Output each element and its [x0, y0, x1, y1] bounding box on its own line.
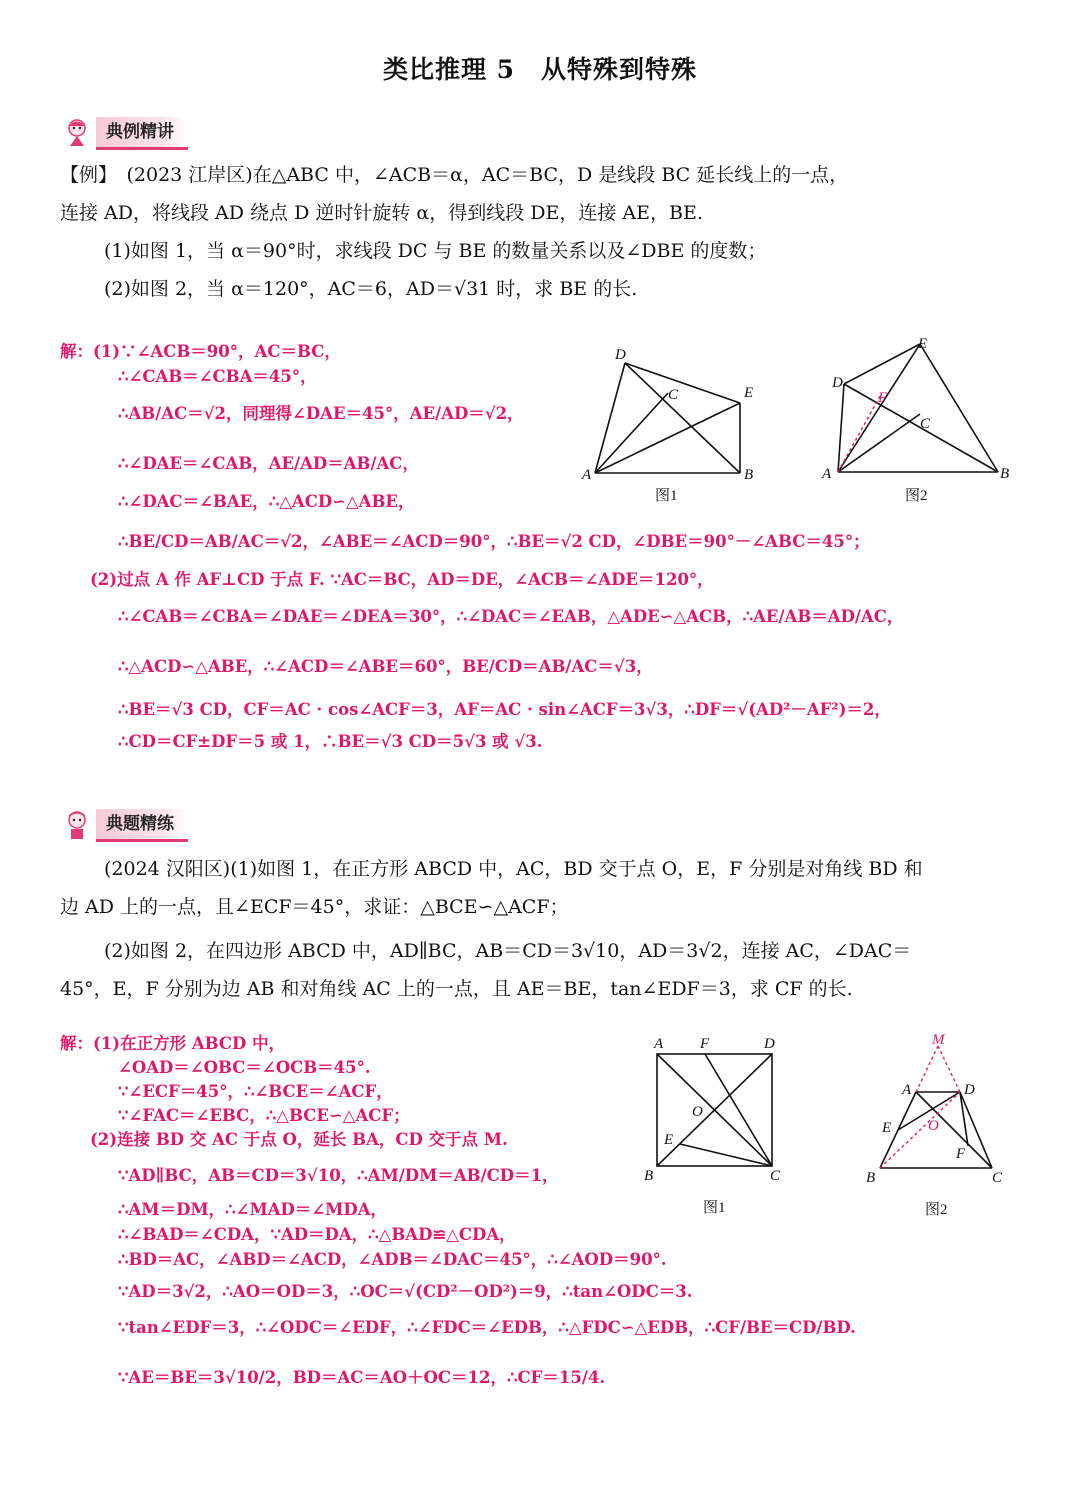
boy-mascot-icon: [60, 808, 94, 842]
solution-line: ∵AE＝BE＝3√10/2，BD＝AC＝AO＋OC＝12，∴CF＝15/4.: [118, 1368, 606, 1387]
label-C: C: [920, 416, 931, 432]
label-E: E: [664, 1132, 674, 1148]
label-A: A: [902, 1082, 912, 1098]
solution-line: ∴△ACD∽△ABE，∴∠ACD＝∠ABE＝60°，BE/CD＝AB/AC＝√3，: [118, 657, 653, 676]
label-B: B: [866, 1170, 876, 1186]
example-problem-text: [60, 156, 1020, 308]
text-line: (1)如图 1，当 α＝90°时，求线段 DC 与 BE 的数量关系以及∠DBE 的度数；: [104, 240, 767, 262]
solution-line: ∴BD＝AC，∠ABD＝∠ACD，∠ADB＝∠DAC＝45°，∴∠AOD＝90°.: [118, 1250, 667, 1269]
page-title: 类比推理 5 从特殊到特殊: [382, 55, 698, 84]
solution-line: ∴AM＝DM，∴∠MAD＝∠MDA，: [118, 1200, 388, 1219]
section-banner-practice: [60, 808, 188, 842]
text-line: 45°，E，F 分别为边 AB 和对角线 AC 上的一点，且 AE＝BE，tan∠EDF＝3，求 CF 的长.: [60, 978, 853, 1000]
label-D: D: [832, 375, 843, 391]
label-O: O: [692, 1104, 703, 1120]
solution-line: ∴∠DAC＝∠BAE，∴△ACD∽△ABE，: [118, 492, 415, 511]
figure-2-trapezoid: [860, 1030, 1020, 1190]
label-C: C: [770, 1168, 781, 1182]
label-A: A: [582, 467, 592, 483]
solution-line: ∴BE＝√3 CD，CF＝AC · cos∠ACF＝3，AF＝AC · sin∠ACF＝3√3，∴DF＝√(AD²－AF²)＝2，: [118, 700, 891, 719]
figure-1-triangle: [580, 345, 770, 485]
solution-line: ∠OAD＝∠OBC＝∠OCB＝45°.: [118, 1058, 371, 1077]
text-line: 连接 AD，将线段 AD 绕点 D 逆时针旋转 α，得到线段 DE，连接 AE，BE.: [60, 202, 703, 224]
figure-2-triangle: [820, 332, 1020, 482]
text-line: (2)如图 2，当 α＝120°，AC＝6，AD＝√31 时，求 BE 的长.: [104, 278, 638, 300]
banner-label: 典题精练: [96, 809, 188, 842]
solution-line: ∴BE/CD＝AB/AC＝√2，∠ABE＝∠ACD＝90°，∴BE＝√2 CD，∠DBE＝90°－∠ABC＝45°；: [118, 532, 870, 551]
solution-line: ∵∠FAC＝∠EBC，∴△BCE∽△ACF；: [118, 1106, 410, 1125]
solution-line: ∵∠ECF＝45°，∴∠BCE＝∠ACF，: [118, 1082, 393, 1101]
banner-label: 典例精讲: [96, 117, 188, 150]
figure-caption: 图1: [703, 1200, 726, 1216]
text-line: 边 AD 上的一点，且∠ECF＝45°，求证：△BCE∽△ACF；: [60, 896, 569, 918]
solution-line: ∴CD＝CF±DF＝5 或 1，∴BE＝√3 CD＝5√3 或 √3.: [118, 732, 543, 751]
label-O: O: [928, 1118, 939, 1134]
girl-mascot-icon: [60, 116, 94, 150]
practice-problem-text: [60, 850, 1020, 1008]
label-D: D: [964, 1082, 975, 1098]
label-D: D: [764, 1036, 775, 1052]
text-line: (2)如图 2，在四边形 ABCD 中，AD∥BC，AB＝CD＝3√10，AD＝3√2，连接 AC，∠DAC＝: [104, 940, 912, 962]
label-C: C: [668, 387, 679, 403]
figure-1-square: [640, 1032, 790, 1182]
label-B: B: [644, 1168, 654, 1182]
solution-line: (2)过点 A 作 AF⊥CD 于点 F. ∵AC＝BC，AD＝DE，∠ACB＝∠ADE＝120°，: [90, 570, 714, 589]
label-E: E: [918, 336, 928, 352]
label-E: E: [882, 1120, 892, 1136]
solution-line: (2)连接 BD 交 AC 于点 O，延长 BA，CD 交于点 M.: [90, 1130, 508, 1149]
label-A: A: [654, 1036, 664, 1052]
solution-line: 解：(1)在正方形 ABCD 中，: [60, 1034, 286, 1053]
solution-line: ∴∠CAB＝∠CBA＝∠DAE＝∠DEA＝30°，∴∠DAC＝∠EAB，△ADE∽△ACB，∴AE/AB＝AD/AC，: [118, 607, 904, 626]
solution-line: ∴∠CAB＝∠CBA＝45°，: [118, 367, 317, 386]
label-A: A: [822, 466, 832, 482]
solution-line: ∴∠BAD＝∠CDA，∵AD＝DA，∴△BAD≌△CDA，: [118, 1225, 516, 1244]
label-F: F: [956, 1146, 966, 1162]
solution-line: ∴AB/AC＝√2，同理得∠DAE＝45°，AE/AD＝√2，: [118, 404, 524, 423]
label-B: B: [744, 467, 754, 483]
solution-line: ∴∠DAE＝∠CAB，AE/AD＝AB/AC，: [118, 454, 419, 473]
figure-caption: 图1: [655, 488, 678, 504]
solution-line: 解：(1)∵∠ACB＝90°，AC＝BC，: [60, 342, 341, 361]
label-F: F: [878, 390, 888, 406]
label-B: B: [1000, 466, 1010, 482]
solution-line: ∵AD∥BC，AB＝CD＝3√10，∴AM/DM＝AB/CD＝1，: [118, 1166, 559, 1185]
solution-line: ∵tan∠EDF＝3，∴∠ODC＝∠EDF，∴∠FDC＝∠EDB，∴△FDC∽△EDB，∴CF/BE＝CD/BD.: [118, 1318, 856, 1337]
figure-caption: 图2: [905, 488, 928, 504]
text-line: 【例】 (2023 江岸区)在△ABC 中，∠ACB＝α，AC＝BC，D 是线段 BC 延长线上的一点，: [60, 164, 849, 186]
solution-line: ∵AD＝3√2，∴AO＝OD＝3，∴OC＝√(CD²－OD²)＝9，∴tan∠ODC＝3.: [118, 1282, 693, 1301]
label-D: D: [615, 347, 626, 363]
label-C: C: [992, 1170, 1003, 1186]
label-M: M: [932, 1032, 945, 1048]
figure-caption: 图2: [925, 1202, 948, 1218]
label-E: E: [744, 385, 754, 401]
text-line: (2024 汉阳区)(1)如图 1，在正方形 ABCD 中，AC，BD 交于点 O，E，F 分别是对角线 BD 和: [104, 858, 923, 880]
section-banner-examples: [60, 116, 188, 150]
label-F: F: [700, 1036, 710, 1052]
